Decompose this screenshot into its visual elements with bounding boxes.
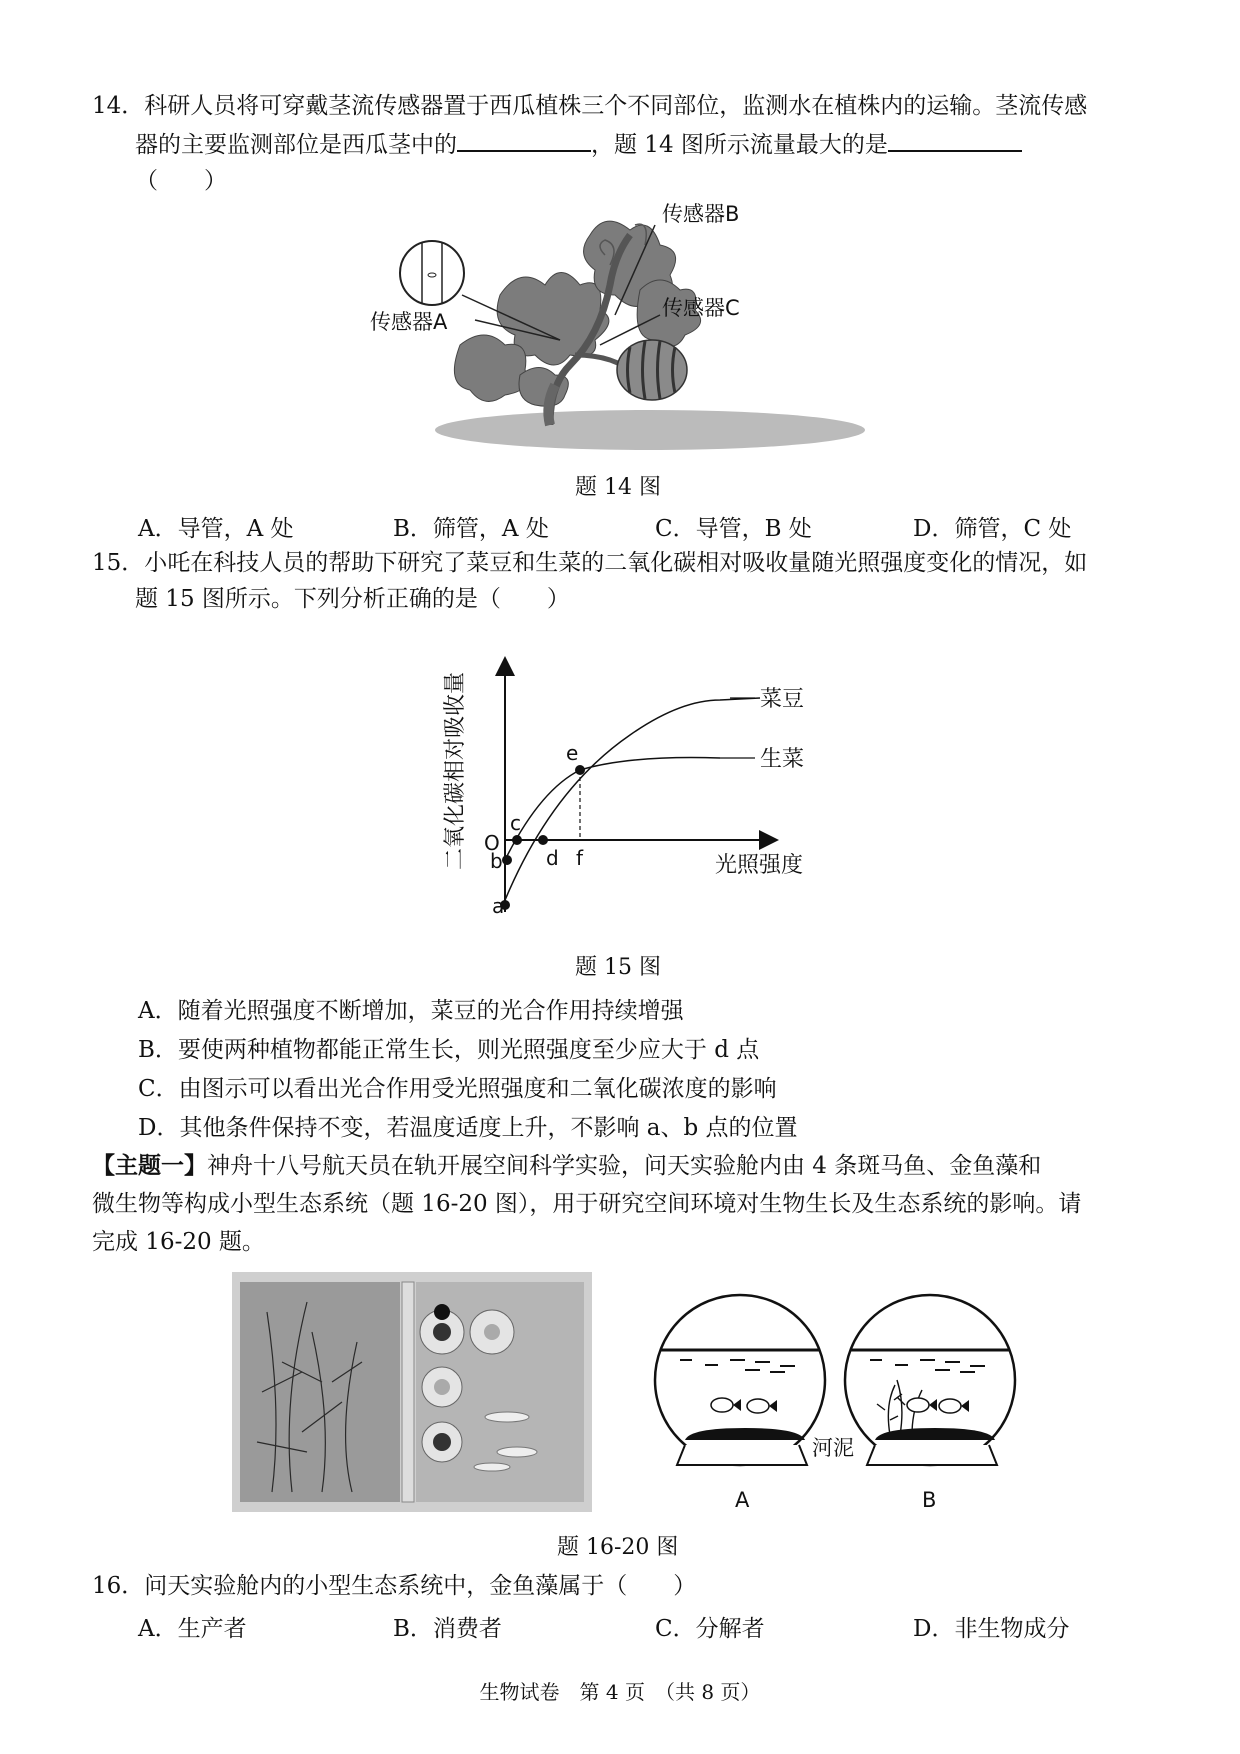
q14-blank-2[interactable] — [888, 124, 1022, 152]
label-b: b — [490, 849, 503, 873]
theme1-line2: 微生物等构成小型生态系统（题 16-20 图），用于研究空间环境对生物生长及生态系统的影响。请 — [92, 1191, 1082, 1217]
series-label-caidou: 菜豆 — [760, 687, 805, 712]
fishbowl-figure — [650, 1280, 1030, 1520]
q14-blank-1[interactable] — [457, 124, 591, 152]
left-chamber — [240, 1282, 400, 1502]
q14-line1: 14．科研人员将可穿戴茎流传感器置于西瓜植株三个不同部位，监测水在植株内的运输。茎流传感 — [92, 93, 1088, 119]
q15-option-b[interactable]: B．要使两种植物都能正常生长，则光照强度至少应大于 d 点 — [138, 1037, 760, 1063]
q15-option-c[interactable]: C．由图示可以看出光合作用受光照强度和二氧化碳浓度的影响 — [138, 1076, 777, 1102]
label-a: a — [492, 894, 505, 918]
q16-option-b[interactable]: B．消费者 — [393, 1616, 502, 1642]
q15-text — [92, 545, 1192, 617]
q16-option-d[interactable]: D．非生物成分 — [913, 1616, 1070, 1642]
q14-line2a: 器的主要监测部位是西瓜茎中的 — [135, 132, 457, 158]
theme1-text — [92, 1147, 1202, 1261]
label-sensor-A: 传感器A — [370, 310, 448, 334]
ground-shadow — [435, 410, 865, 450]
bowl-A — [655, 1295, 825, 1465]
label-f: f — [576, 846, 584, 870]
divider — [402, 1282, 414, 1502]
bowl-B-label: B — [922, 1488, 937, 1512]
q15-line2: 题 15 图所示。下列分析正确的是（ ） — [135, 586, 570, 612]
bowl-B-stand — [867, 1445, 997, 1465]
label-sensor-C: 传感器C — [662, 296, 740, 320]
y-axis-label: 二氧化碳相对吸收量 — [443, 671, 468, 870]
theme1-line3: 完成 16-20 题。 — [92, 1229, 265, 1255]
q14-paren: （ ） — [135, 168, 227, 194]
curve-shengcai — [505, 758, 720, 861]
q16-option-a[interactable]: A．生产者 — [138, 1616, 247, 1642]
q14-line2b: ，题 14 图所示流量最大的是 — [591, 132, 888, 158]
theme1-line1: 神舟十八号航天员在轨开展空间科学实验，问天实验舱内由 4 条斑马鱼、金鱼藻和 — [207, 1153, 1042, 1179]
point-d — [538, 835, 548, 845]
label-c: c — [510, 811, 521, 835]
q14-option-d[interactable]: D．筛管，C 处 — [913, 516, 1072, 542]
q15-graph — [430, 640, 850, 920]
theme1-caption: 题 16-20 图 — [557, 1535, 679, 1560]
q14-figure — [370, 202, 860, 455]
bowl-B — [845, 1295, 1015, 1465]
point-b — [502, 855, 512, 865]
q15-option-d[interactable]: D．其他条件保持不变，若温度适度上升，不影响 a、b 点的位置 — [138, 1115, 798, 1141]
label-sensor-B: 传感器B — [662, 202, 740, 226]
q14-line2 — [92, 124, 1192, 163]
x-axis-label: 光照强度 — [715, 853, 804, 878]
label-e: e — [566, 741, 579, 765]
q14-option-c[interactable]: C．导管，B 处 — [655, 516, 812, 542]
bowl-A-label: A — [735, 1488, 750, 1512]
q15-options — [138, 992, 798, 1148]
label-origin: O — [484, 831, 500, 855]
theme1-line1-row — [92, 1147, 1202, 1185]
label-d: d — [546, 846, 559, 870]
page-footer: 生物试卷 第 4 页 （共 8 页） — [479, 1680, 761, 1704]
theme1-tag: 【主题一】 — [92, 1152, 207, 1179]
q15-caption: 题 15 图 — [575, 955, 661, 980]
q14-option-a[interactable]: A．导管，A 处 — [138, 516, 294, 542]
q16-line1: 16．问天实验舱内的小型生态系统中，金鱼藻属于（ ） — [92, 1573, 697, 1599]
mud-label: 河泥 — [812, 1436, 854, 1460]
q14-option-b[interactable]: B．筛管，A 处 — [393, 516, 549, 542]
point-c — [512, 835, 522, 845]
series-label-shengcai: 生菜 — [760, 747, 805, 772]
bowl-A-stand — [677, 1445, 807, 1465]
q15-option-a[interactable]: A．随着光照强度不断增加，菜豆的光合作用持续增强 — [138, 998, 684, 1024]
space-habitat-photo — [232, 1272, 592, 1512]
q14-text — [92, 88, 1192, 199]
q14-caption: 题 14 图 — [575, 475, 661, 500]
point-e — [575, 765, 585, 775]
q15-line1: 15．小吒在科技人员的帮助下研究了菜豆和生菜的二氧化碳相对吸收量随光照强度变化的情况，如 — [92, 550, 1088, 576]
q16-option-c[interactable]: C．分解者 — [655, 1616, 765, 1642]
